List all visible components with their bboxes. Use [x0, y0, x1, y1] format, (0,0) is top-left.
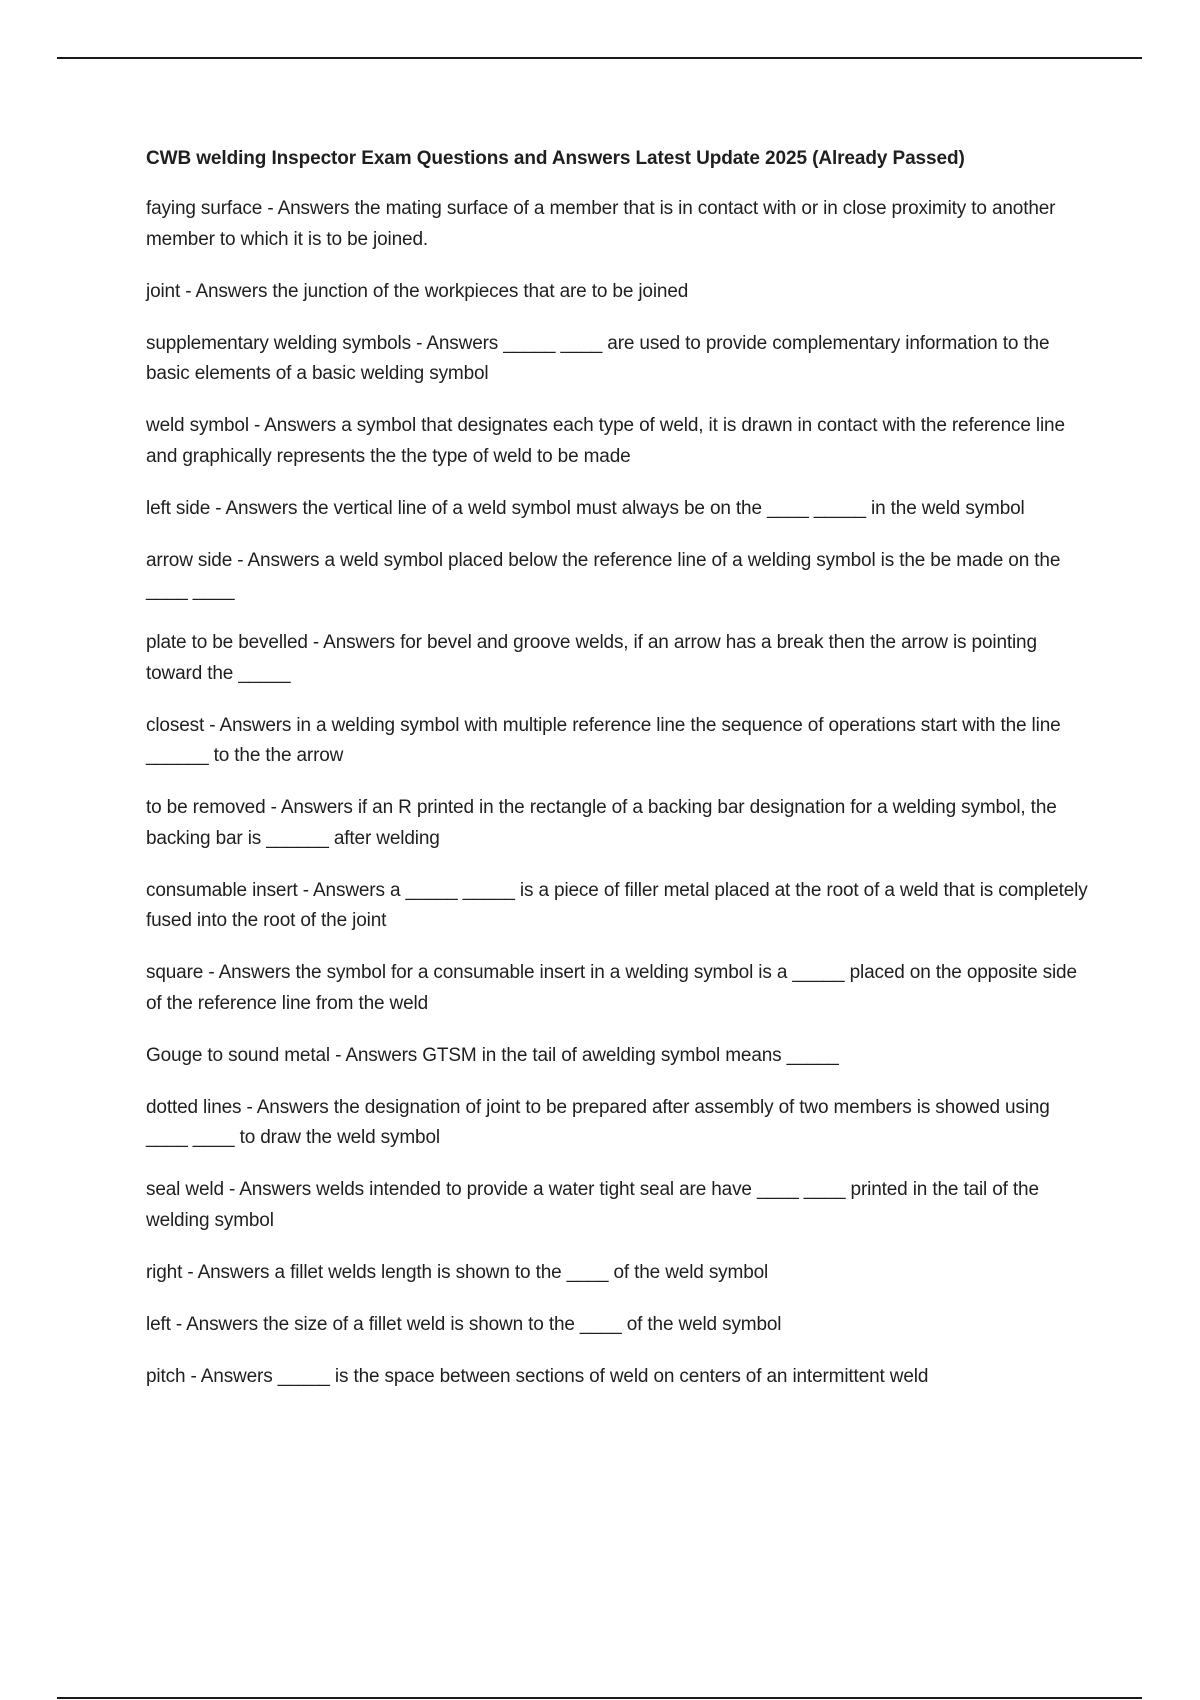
- qa-item: pitch - Answers _____ is the space between sections of weld on centers of an intermittent weld: [146, 1365, 929, 1387]
- qa-item: plate to be bevelled - Answers for bevel and groove welds, if an arrow has a break then the arrow is pointing toward the _____: [146, 632, 1037, 684]
- qa-item: joint - Answers the junction of the workpieces that are to be joined: [146, 280, 689, 302]
- qa-item: weld symbol - Answers a symbol that designates each type of weld, it is drawn in contact with the reference line and graphically represents the the type of weld to be made: [146, 415, 1065, 467]
- qa-item: left - Answers the size of a fillet weld is shown to the ____ of the weld symbol: [146, 1313, 782, 1335]
- qa-item: arrow side - Answers a weld symbol placed below the reference line of a welding symbol is the be made on the ____ ____: [146, 549, 1061, 601]
- qa-item: supplementary welding symbols - Answers _____ ____ are used to provide complementary information to the basic elements of a basic welding symbol: [146, 332, 1050, 384]
- document-body: [146, 144, 1096, 1414]
- qa-item: right - Answers a fillet welds length is shown to the ____ of the weld symbol: [146, 1261, 769, 1283]
- qa-item: to be removed - Answers if an R printed in the rectangle of a backing bar designation for a welding symbol, the backing bar is ______ after welding: [146, 797, 1057, 849]
- qa-item: Gouge to sound metal - Answers GTSM in the tail of awelding symbol means _____: [146, 1044, 839, 1066]
- qa-item: closest - Answers in a welding symbol with multiple reference line the sequence of operations start with the line ______ to the the arrow: [146, 714, 1061, 766]
- footer-rule: [57, 1697, 1142, 1699]
- qa-item: square - Answers the symbol for a consumable insert in a welding symbol is a _____ placed on the opposite side of the reference line from the weld: [146, 962, 1077, 1014]
- qa-item: dotted lines - Answers the designation of joint to be prepared after assembly of two members is showed using ____ ____ to draw the weld symbol: [146, 1096, 1050, 1148]
- document-title: CWB welding Inspector Exam Questions and Answers Latest Update 2025 (Already Passed): [146, 148, 965, 169]
- qa-item: left side - Answers the vertical line of a weld symbol must always be on the ____ _____ in the weld symbol: [146, 497, 1025, 519]
- qa-list: [146, 194, 1096, 1392]
- qa-item: seal weld - Answers welds intended to provide a water tight seal are have ____ ____ printed in the tail of the welding symbol: [146, 1179, 1039, 1231]
- qa-item: consumable insert - Answers a _____ _____ is a piece of filler metal placed at the root of a weld that is completely fused into the root of the joint: [146, 879, 1088, 931]
- header-rule: [57, 57, 1142, 59]
- qa-item: faying surface - Answers the mating surface of a member that is in contact with or in close proximity to another member to which it is to be joined.: [146, 198, 1056, 250]
